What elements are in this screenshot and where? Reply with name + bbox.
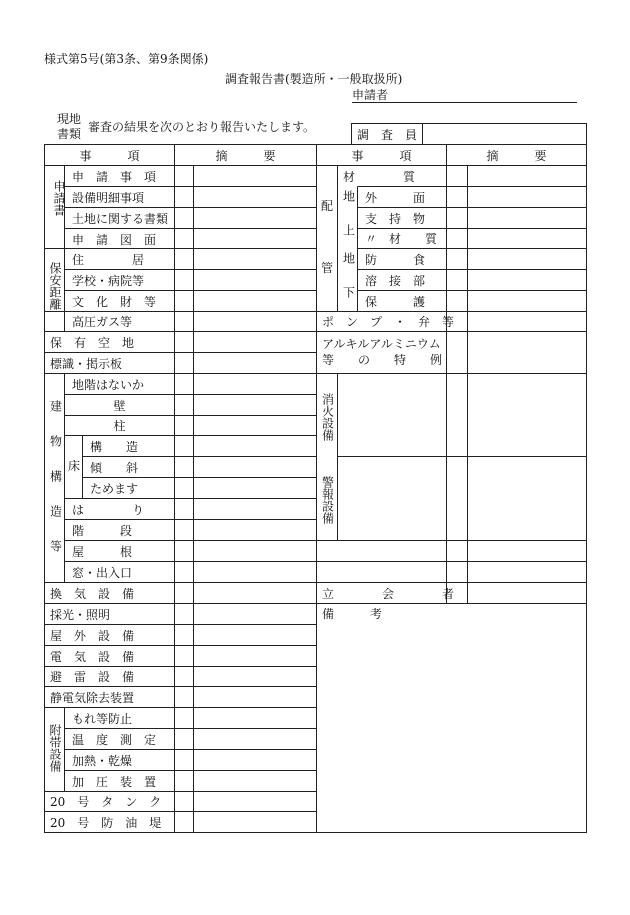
shorui-label: 書類 <box>57 127 82 141</box>
group-shinseisho: 申請書 <box>52 180 66 216</box>
group-tatemono-kozo: 建物構造等 <box>48 400 63 575</box>
item-ditto-zaishitsu: 〃 材 質 <box>365 232 438 246</box>
report-statement: 審査の結果を次のとおり報告いたします。 <box>88 120 316 134</box>
group-keiho-setsubi: 警報設備 <box>320 476 335 524</box>
biko-label: 備 考 <box>322 607 383 621</box>
item-hari: は り <box>72 502 145 517</box>
item-denki: 電 気 設 備 <box>50 649 135 664</box>
item-bunkazai: 文 化 財 等 <box>72 294 157 309</box>
item-kabe: 壁 <box>113 398 126 413</box>
right-summary-header: 摘 要 <box>486 148 547 163</box>
item-koatsu-gas: 高圧ガス等 <box>72 315 133 329</box>
inspector-label: 調 査 員 <box>356 128 417 142</box>
item-alkyl-line2: 等 の 特 例 <box>322 353 443 367</box>
item-yosetsu: 溶 接 部 <box>365 273 426 288</box>
item-kaatsu: 加 圧 装 置 <box>72 774 157 789</box>
item-hoyu-kuchi: 保 有 空 地 <box>50 335 135 350</box>
applicant-label: 申請者 <box>352 88 389 102</box>
genchi-label: 現地 <box>57 112 82 126</box>
item-mado: 窓・出入口 <box>72 565 133 580</box>
right-item-header: 事 項 <box>351 148 412 163</box>
item-gaimen: 外 面 <box>365 190 426 205</box>
item-shinsei-jiko: 申 請 事 項 <box>72 169 157 184</box>
item-kanki: 換 気 設 備 <box>50 586 135 601</box>
group-chijo: 地上 <box>341 190 356 258</box>
item-20-tank: 20 号 タ ン ク <box>50 795 162 809</box>
item-jukyo: 住 居 <box>72 252 145 267</box>
item-okugai: 屋 外 設 備 <box>50 628 135 643</box>
item-hirai: 避 雷 設 備 <box>50 670 135 684</box>
item-zaishitsu: 材 質 <box>343 169 416 184</box>
inspector-field[interactable] <box>423 124 586 145</box>
item-gakko-byoin: 学校・病院等 <box>72 273 145 288</box>
item-saiko: 採光・照明 <box>50 607 111 622</box>
left-item-header: 事 項 <box>79 148 140 163</box>
item-shijibutsu: 支 持 物 <box>365 211 426 226</box>
item-alkyl-line1: アルキルアルミニウム <box>322 337 441 351</box>
item-yane: 屋 根 <box>72 544 133 559</box>
form-title: 調査報告書(製造所・一般取扱所) <box>225 72 403 86</box>
item-tamemasu: ためます <box>90 481 139 496</box>
item-hyoshiki: 標識・掲示板 <box>50 356 123 371</box>
item-tochi-shorui: 土地に関する書類 <box>72 211 169 226</box>
item-keisha: 傾 斜 <box>90 460 139 475</box>
tachiai-field[interactable] <box>468 583 586 603</box>
group-hai: 配 <box>320 199 333 213</box>
group-fuzoku-setsubi: 附帯設備 <box>48 724 62 772</box>
group-yuka: 床 <box>67 459 80 473</box>
left-summary-header: 摘 要 <box>215 148 276 163</box>
item-setsubi-meisai: 設備明細事項 <box>72 190 145 205</box>
item-20-bouyutei: 20 号 防 油 堤 <box>50 815 162 830</box>
item-hogo: 保 護 <box>365 294 426 309</box>
item-kozo: 構 造 <box>90 439 139 454</box>
item-tachiai-sha: 立 会 者 <box>322 586 455 601</box>
item-hashira: 柱 <box>113 419 126 433</box>
group-kan: 管 <box>320 261 333 275</box>
item-seiden: 静電気除去装置 <box>50 690 135 705</box>
item-chikai: 地階はないか <box>72 377 145 392</box>
biko-field[interactable] <box>317 604 586 832</box>
item-ondo-sokutei: 温 度 測 定 <box>72 732 157 747</box>
item-kanetsu: 加熱・乾燥 <box>72 753 133 768</box>
group-chika: 地下 <box>341 252 356 320</box>
item-boshoku: 防 食 <box>365 252 426 267</box>
item-kaidan: 階 段 <box>72 523 133 538</box>
group-hoan-kyori: 保安距離 <box>48 262 62 310</box>
group-shoka-setsubi: 消火設備 <box>320 393 335 441</box>
item-pump-ben: ポ ン プ ・ 弁 等 <box>322 315 455 329</box>
item-shinsei-zumen: 申 請 図 面 <box>72 232 157 247</box>
item-more-boshi: もれ等防止 <box>72 711 133 726</box>
form-number: 様式第5号(第3条、第9条関係) <box>44 52 209 66</box>
